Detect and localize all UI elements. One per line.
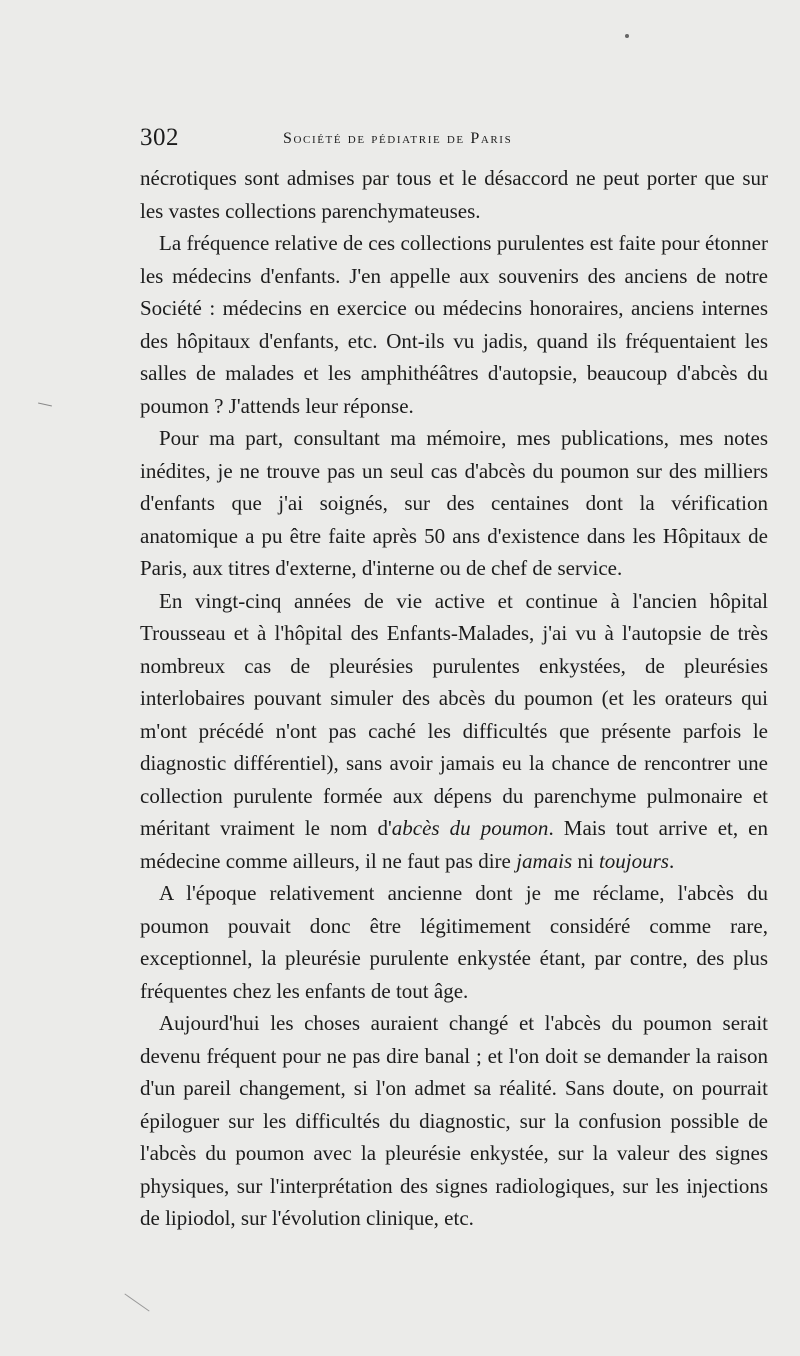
paper-speck xyxy=(625,34,629,38)
paragraph-4-text-b: . Mais tout arrive et, en médecine comme ailleurs, il ne faut pas dire xyxy=(140,816,769,873)
paragraph-4 xyxy=(140,585,768,878)
margin-mark xyxy=(124,1293,149,1311)
paragraph-4-text-c: ni xyxy=(572,848,599,873)
paragraph-5: A l'époque relativement ancienne dont je me réclame, l'abcès du poumon pouvait donc être légitimement considéré comme rare, exceptionnel, la pleurésie purulente enkystée étant, par contre, des plus fréquentes chez les enfants de tout âge. xyxy=(140,881,768,1003)
margin-mark xyxy=(38,403,52,407)
running-title: Société de pédiatrie de Paris xyxy=(283,130,513,147)
italic-word-jamais: jamais xyxy=(516,848,573,873)
paragraph-2: La fréquence relative de ces collections purulentes est faite pour étonner les médecins d'enfants. J'en appelle aux souvenirs des anciens de notre Société : médecins en exercice ou médecins honoraires, anciens internes des hôpitaux d'enfants, etc. Ont-ils vu jadis, quand ils fréquentaient les salles de malades et les amphithéâtres d'autopsie, beaucoup d'abcès du poumon ? J'attends leur réponse. xyxy=(140,231,768,418)
paragraph-3: Pour ma part, consultant ma mémoire, mes publications, mes notes inédites, je ne trouve pas un seul cas d'abcès du poumon sur des milliers d'enfants que j'ai soignés, sur des centaines dont la vérification anatomique a pu être faite après 50 ans d'existence dans les Hôpitaux de Paris, aux titres d'externe, d'interne ou de chef de service. xyxy=(140,426,768,580)
italic-word-toujours: toujours xyxy=(598,848,669,873)
paragraph-1: nécrotiques sont admises par tous et le désaccord ne peut porter que sur les vastes collections parenchymateuses. xyxy=(140,166,768,223)
italic-term-abces-du-poumon: abcès du poumon xyxy=(391,816,549,840)
paragraph-4-text-d: . xyxy=(668,848,675,873)
page-number: 302 xyxy=(140,124,179,151)
page-header xyxy=(140,124,768,154)
paragraph-6: Aujourd'hui les choses auraient changé et l'abcès du poumon serait devenu fréquent pour ne pas dire banal ; et l'on doit se demander la raison d'un pareil changement, si l'on admet sa réalité. Sans doute, on pourrait épiloguer sur les difficultés du diagnostic, sur la confusion possible de l'abcès du poumon avec la pleurésie enkystée, sur la valeur des signes physiques, sur l'interprétation des signes radiologiques, sur les injections de lipiodol, sur l'évolution clinique, etc. xyxy=(140,1011,768,1230)
article-body xyxy=(140,162,768,1235)
paragraph-4-text-a: En vingt-cinq années de vie active et continue à l'ancien hôpital Trousseau et à l'hôpital des Enfants-Malades, j'ai vu à l'autopsie de très nombreux cas de pleurésies purulentes enkystées, de pleurésies interlobaires pouvant simuler des abcès du poumon (et les orateurs qui m'ont précédé n'ont pas caché les difficultés que présente parfois le diagnostic différentiel), sans avoir jamais eu la chance de rencontrer une collection purulente formée aux dépens du parenchyme pulmonaire et méritant vraiment le nom d' xyxy=(140,588,768,840)
